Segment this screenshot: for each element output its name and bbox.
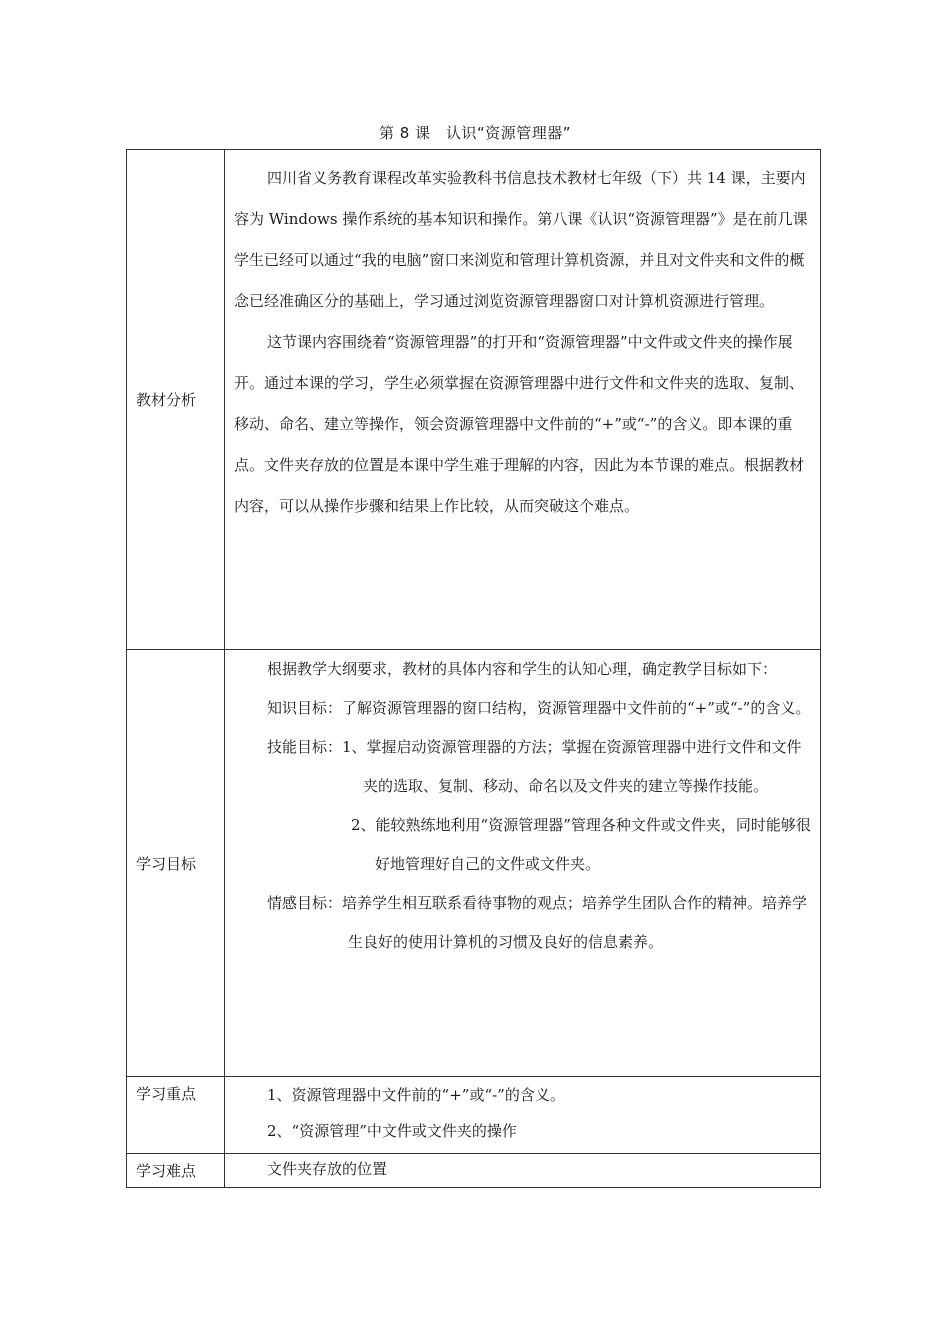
row-label: 学习目标 bbox=[127, 650, 225, 1076]
paragraph: 根据教学大纲要求，教材的具体内容和学生的认知心理，确定教学目标如下： bbox=[267, 660, 778, 678]
row-content bbox=[225, 150, 820, 649]
difficulty-text: 文件夹存放的位置 bbox=[267, 1160, 388, 1178]
row-content bbox=[225, 1077, 820, 1153]
row-label: 学习重点 bbox=[127, 1077, 225, 1153]
paragraph: 四川省义务教育课程改革实验教科书信息技术教材七年级（下）共 14 课，主要内容为 Windows 操作系统的基本知识和操作。第八课《认识“资源管理器”》是在前几课学生已经可以通过“我的电脑”窗口来浏览和管理计算机资源，并且对文件夹和文件的概念已经准确区分的基础上，学习通过浏览资源管理器窗口对计算机资源进行管理。 bbox=[234, 169, 808, 310]
list-item: 1、资源管理器中文件前的“+”或“-”的含义。 bbox=[267, 1086, 565, 1104]
row-label: 学习难点 bbox=[127, 1154, 225, 1187]
paragraph: 这节课内容围绕着“资源管理器”的打开和“资源管理器”中文件或文件夹的操作展开。通过本课的学习，学生必须掌握在资源管理器中进行文件和文件夹的选取、复制、移动、命名、建立等操作，领会资源管理器中文件前的“+”或“-”的含义。即本课的重点。文件夹存放的位置是本课中学生难于理解的内容，因此为本节课的难点。根据教材内容，可以从操作步骤和结果上作比较，从而突破这个难点。 bbox=[234, 333, 805, 515]
row-key-points bbox=[127, 1077, 820, 1154]
list-item: 2、“资源管理”中文件或文件夹的操作 bbox=[267, 1122, 517, 1140]
emotion-objective: 情感目标：培养学生相互联系看待事物的观点；培养学生团队合作的精神。培养学生良好的使用计算机的习惯及良好的信息素养。 bbox=[267, 894, 808, 951]
row-difficult-points bbox=[127, 1154, 820, 1187]
lesson-plan-table bbox=[126, 149, 821, 1188]
row-material-analysis bbox=[127, 150, 820, 650]
row-learning-objectives bbox=[127, 650, 820, 1077]
row-content bbox=[225, 650, 820, 1076]
row-label: 教材分析 bbox=[127, 150, 225, 649]
lesson-title: 第 8 课 认识“资源管理器” bbox=[378, 124, 572, 142]
skill-objective-2: 2、能较熟练地利用“资源管理器”管理各种文件或文件夹，同时能够很好地管理好自己的文件或文件夹。 bbox=[351, 816, 811, 873]
skill-objective-1: 技能目标：1、掌握启动资源管理器的方法；掌握在资源管理器中进行文件和文件夹的选取、复制、移动、命名以及文件夹的建立等操作技能。 bbox=[267, 738, 802, 795]
knowledge-objective: 知识目标：了解资源管理器的窗口结构，资源管理器中文件前的“+”或“-”的含义。 bbox=[267, 699, 811, 717]
row-content bbox=[225, 1154, 820, 1187]
